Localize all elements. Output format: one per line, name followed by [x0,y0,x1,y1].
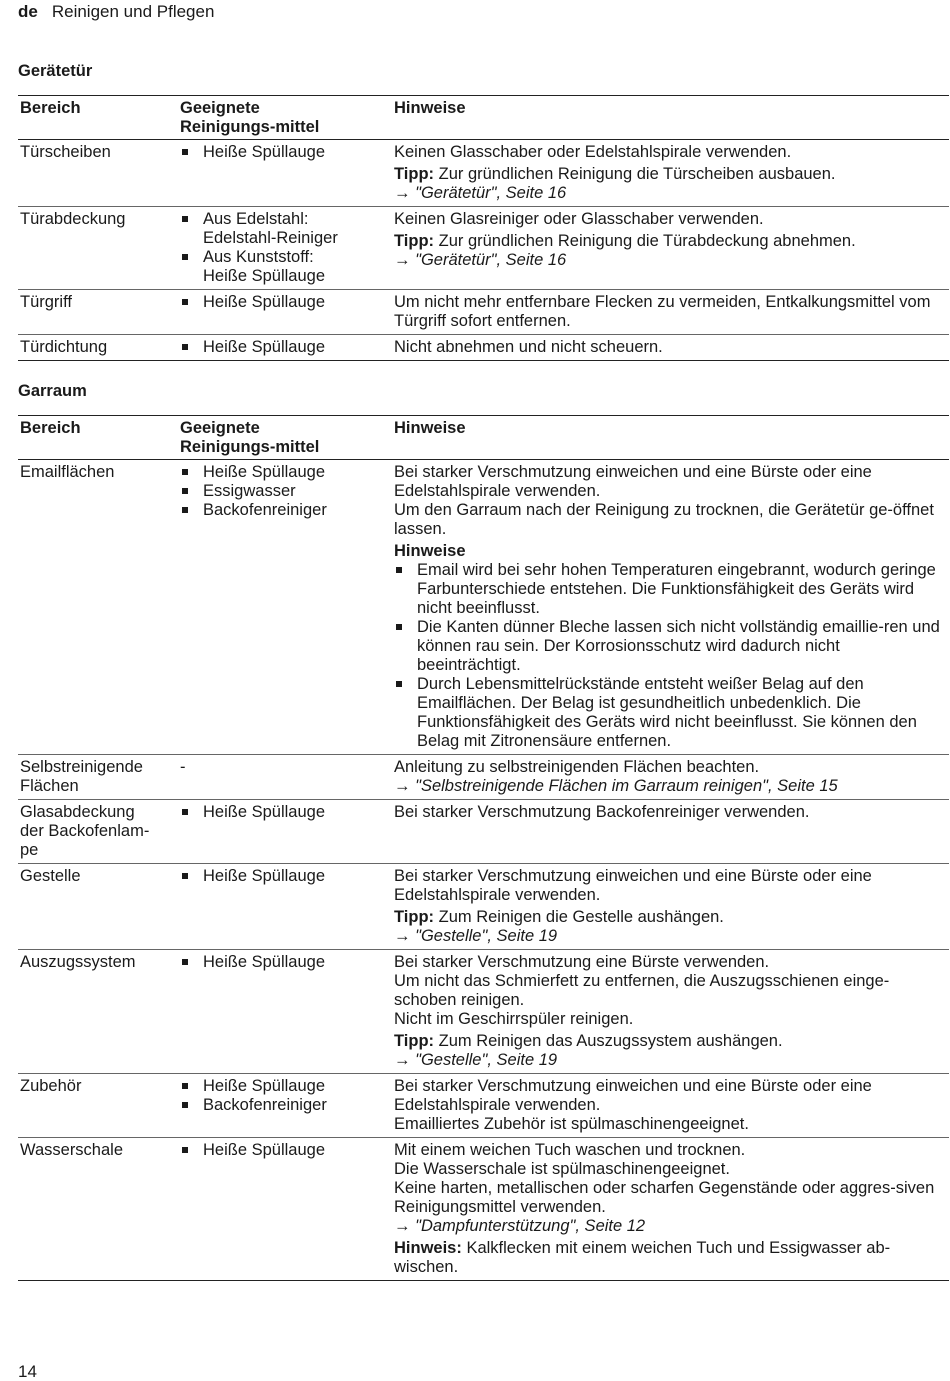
list-item: Aus Kunststoff: Heiße Spüllauge [180,248,390,286]
column-header-reinigungsmittel: Geeignete Reinigungs-mittel [178,416,392,460]
row-agents: - [178,755,392,800]
column-header-hinweise: Hinweise [392,96,949,140]
list-item: Heiße Spüllauge [180,293,390,312]
list-item: Email wird bei sehr hohen Temperaturen eingebrannt, wodurch geringe Farbunterschiede entstehen. Die Funktionsfähigkeit des Geräts wird nicht beeinflusst. [394,561,947,618]
list-item: Heiße Spüllauge [180,1141,390,1160]
table-row [18,140,949,207]
row-notes [392,335,949,361]
list-item: Heiße Spüllauge [180,143,390,162]
agents-list [180,293,390,312]
row-area: Türabdeckung [18,207,178,290]
note-text: Um den Garraum nach der Reinigung zu trocknen, die Gerätetür ge-öffnet lassen. [394,501,934,538]
tip-body: Zum Reinigen das Auszugssystem aushängen. [434,1032,783,1050]
arrow-right-icon: → [394,1217,411,1235]
list-item: Heiße Spüllauge [180,867,390,886]
arrow-right-icon: → [394,184,411,202]
row-agents [178,207,392,290]
table-row [18,800,949,864]
notes-subheading: Hinweise [394,542,466,560]
chapter-title: Reinigen und Pflegen [51,2,215,21]
tip-text [394,232,947,251]
row-area: Türgriff [18,290,178,335]
cross-reference [394,184,947,203]
page-number: 14 [18,1362,37,1381]
tip-text [394,165,947,184]
agents-list [180,867,390,886]
tip-text [394,908,947,927]
note-text: Die Wasserschale ist spülmaschinengeeignet. [394,1160,730,1178]
row-agents [178,1138,392,1281]
list-item: Backofenreiniger [180,1096,390,1115]
note-text: Anleitung zu selbstreinigenden Flächen beachten. [394,758,760,776]
tip-label: Tipp: [394,165,435,183]
note-hint [394,1239,947,1277]
agents-list [180,210,390,286]
section-title-geraetetuer: Gerätetür [18,62,93,80]
row-agents [178,290,392,335]
hint-label: Hinweis: [394,1239,462,1257]
section-title-garraum: Garraum [18,382,87,400]
cross-reference [394,1217,947,1236]
list-item: Heiße Spüllauge [180,953,390,972]
arrow-right-icon: → [394,251,411,269]
page-header [18,2,214,21]
row-notes [392,460,949,755]
cross-reference [394,777,947,796]
reference-link[interactable]: "Selbstreinigende Flächen im Garraum reinigen", Seite 15 [415,777,838,795]
row-area: Selbstreinigende Flächen [18,755,178,800]
column-header-bereich: Bereich [18,96,178,140]
agents-list [180,143,390,162]
row-agents [178,800,392,864]
list-item: Die Kanten dünner Bleche lassen sich nicht vollständig emaillie-ren und können rau sein. Der Korrosionsschutz wird dadurch nicht beeinträchtigt. [394,618,947,675]
note-text: Bei starker Verschmutzung einweichen und eine Bürste oder eine Edelstahlspirale verwenden. [394,867,872,904]
row-agents [178,460,392,755]
list-item: Heiße Spüllauge [180,803,390,822]
row-area: Zubehör [18,1074,178,1138]
row-notes [392,290,949,335]
reference-link[interactable]: "Gerätetür", Seite 16 [415,184,567,202]
row-area: Emailflächen [18,460,178,755]
row-notes [392,950,949,1074]
note-text: Bei starker Verschmutzung Backofenreiniger verwenden. [394,803,810,821]
tip-body: Zur gründlichen Reinigung die Türscheiben ausbauen. [434,165,836,183]
list-item: Durch Lebensmittelrückstände entsteht weißer Belag auf den Emailflächen. Der Belag ist gesundheitlich unbedenklich. Die Funktionsfähigkeit des Geräts wird nicht beeinflusst. Sie können den Belag mit Zitronensäure entfernen. [394,675,947,751]
agents-list [180,338,390,357]
arrow-right-icon: → [394,927,411,945]
list-item: Aus Edelstahl: Edelstahl-Reiniger [180,210,390,248]
agents-list [180,463,390,520]
note-text: Keinen Glasschaber oder Edelstahlspirale verwenden. [394,143,792,161]
row-area: Wasserschale [18,1138,178,1281]
row-area: Türdichtung [18,335,178,361]
row-agents [178,1074,392,1138]
cross-reference [394,927,947,946]
row-agents [178,950,392,1074]
notes-bullet-list [394,561,947,751]
row-notes [392,207,949,290]
reference-link[interactable]: "Gestelle", Seite 19 [415,1051,558,1069]
note-text: Um nicht das Schmierfett zu entfernen, die Auszugsschienen einge-schoben reinigen. [394,972,890,1009]
column-header-reinigungsmittel: Geeignete Reinigungs-mittel [178,96,392,140]
row-area: Glasabdeckung der Backofenlam-pe [18,800,178,864]
arrow-right-icon: → [394,1051,411,1069]
tip-text [394,1032,947,1051]
agents-list [180,1141,390,1160]
note-text: Emailliertes Zubehör ist spülmaschinengeeignet. [394,1115,749,1133]
note-text: Bei starker Verschmutzung einweichen und eine Bürste oder eine Edelstahlspirale verwenden. [394,463,872,500]
note-text: Keinen Glasreiniger oder Glasschaber verwenden. [394,210,764,228]
hint-body: Kalkflecken mit einem weichen Tuch und Essigwasser ab-wischen. [394,1239,891,1276]
table-row [18,460,949,755]
row-agents [178,864,392,950]
list-item: Essigwasser [180,482,390,501]
row-area: Gestelle [18,864,178,950]
table-row [18,1074,949,1138]
agents-list [180,803,390,822]
row-agents [178,335,392,361]
row-notes [392,140,949,207]
table-header-row [18,96,949,140]
list-item: Heiße Spüllauge [180,463,390,482]
note-text: Mit einem weichen Tuch waschen und trocknen. [394,1141,746,1159]
column-header-hinweise: Hinweise [392,416,949,460]
column-header-bereich: Bereich [18,416,178,460]
note-text: Bei starker Verschmutzung einweichen und eine Bürste oder eine Edelstahlspirale verwenden. [394,1077,872,1114]
reference-link[interactable]: "Gestelle", Seite 19 [415,927,558,945]
tip-body: Zum Reinigen die Gestelle aushängen. [434,908,724,926]
row-notes [392,1074,949,1138]
cleaning-table-geraetetuer [18,95,949,361]
table-row [18,864,949,950]
table-row [18,1138,949,1281]
row-notes [392,864,949,950]
tip-body: Zur gründlichen Reinigung die Türabdeckung abnehmen. [434,232,856,250]
cleaning-table-garraum [18,415,949,1281]
list-item: Heiße Spüllauge [180,338,390,357]
tip-label: Tipp: [394,232,435,250]
cross-reference [394,251,947,270]
note-text: Keine harten, metallischen oder scharfen Gegenstände oder aggres-siven Reinigungsmittel verwenden. [394,1179,935,1216]
reference-link[interactable]: "Gerätetür", Seite 16 [415,251,567,269]
table-row [18,950,949,1074]
row-area: Türscheiben [18,140,178,207]
note-text: Bei starker Verschmutzung eine Bürste verwenden. [394,953,770,971]
arrow-right-icon: → [394,777,411,795]
cross-reference [394,1051,947,1070]
agents-list [180,1077,390,1115]
tip-label: Tipp: [394,1032,435,1050]
note-text: Nicht im Geschirrspüler reinigen. [394,1010,634,1028]
row-notes [392,755,949,800]
list-item: Backofenreiniger [180,501,390,520]
row-area: Auszugssystem [18,950,178,1074]
note-text: Nicht abnehmen und nicht scheuern. [394,338,663,356]
row-notes [392,800,949,864]
row-agents [178,140,392,207]
table-row [18,207,949,290]
note-text: Um nicht mehr entfernbare Flecken zu vermeiden, Entkalkungsmittel vom Türgriff sofort entfernen. [394,293,931,330]
language-code: de [18,2,38,21]
agents-list [180,953,390,972]
tip-label: Tipp: [394,908,435,926]
row-notes [392,1138,949,1281]
reference-link[interactable]: "Dampfunterstützung", Seite 12 [415,1217,646,1235]
table-header-row [18,416,949,460]
list-item: Heiße Spüllauge [180,1077,390,1096]
table-row [18,335,949,361]
table-row [18,755,949,800]
table-row [18,290,949,335]
